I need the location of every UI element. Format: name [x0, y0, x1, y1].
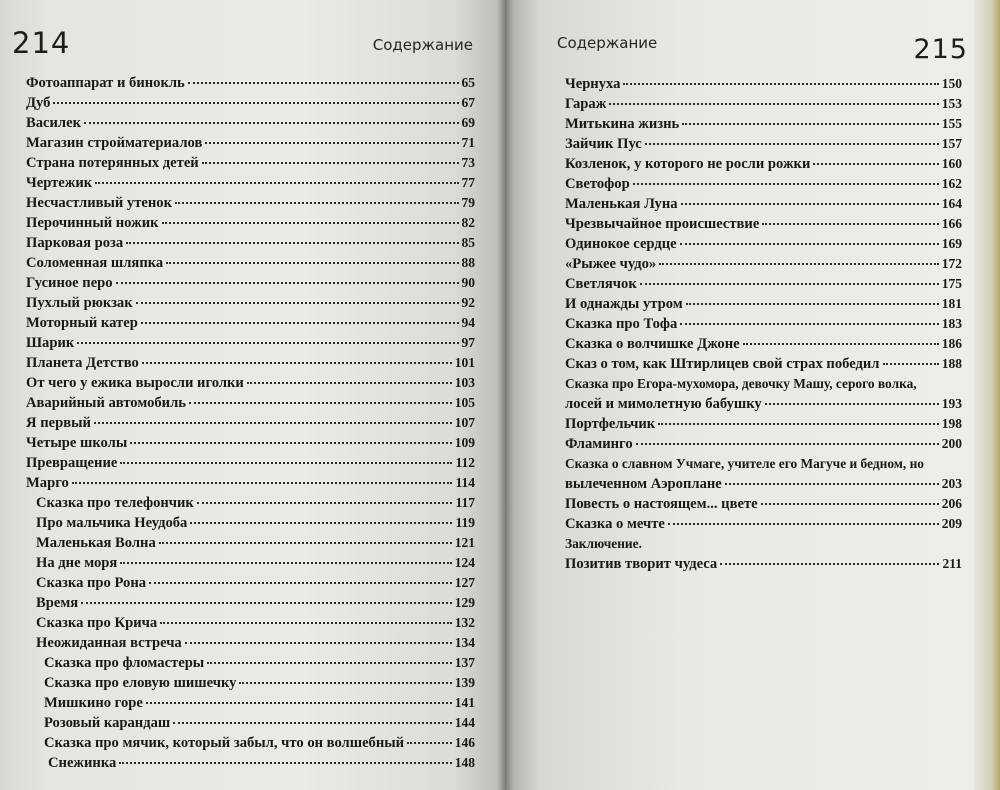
toc-entry-title: Маленькая Волна	[36, 535, 156, 551]
toc-entry	[26, 253, 475, 273]
toc-entry	[26, 393, 475, 413]
toc-entry-title: Неожиданная встреча	[36, 635, 182, 651]
toc-entry-page: 103	[454, 375, 475, 390]
dot-leader	[160, 622, 452, 624]
toc-entry-page: 107	[454, 415, 475, 430]
toc-entry	[565, 194, 962, 214]
toc-entry-page: 69	[461, 115, 475, 130]
toc-entry-page: 188	[941, 356, 962, 371]
toc-entry-page: 109	[454, 435, 475, 450]
dot-leader	[189, 402, 452, 404]
dot-leader	[640, 283, 939, 285]
toc-entry	[26, 313, 475, 333]
toc-entry	[565, 214, 962, 234]
toc-entry-page: 211	[942, 556, 962, 571]
toc-entry-page: 129	[454, 595, 475, 610]
toc-entry-page: 132	[454, 615, 475, 630]
toc-entry-title: Чрезвычайное происшествие	[565, 216, 760, 232]
toc-entry	[26, 553, 475, 573]
toc-entry-page: 121	[454, 535, 475, 550]
dot-leader	[686, 303, 939, 305]
dot-leader	[94, 422, 452, 424]
toc-entry	[26, 673, 475, 693]
toc-entry-page: 92	[461, 295, 475, 310]
page-edge	[974, 0, 1000, 790]
running-head: Содержание	[372, 36, 473, 54]
toc-entry	[26, 113, 475, 133]
toc-entry	[565, 314, 962, 334]
toc-entry	[26, 533, 475, 553]
dot-leader	[120, 462, 452, 464]
toc-entry-page: 67	[461, 95, 475, 110]
toc-entry-page: 97	[461, 335, 475, 350]
toc-entry	[565, 554, 962, 574]
toc-entry-title: Козленок, у которого не росли рожки	[565, 156, 811, 172]
toc-entry-page: 148	[454, 755, 475, 770]
toc-entry-title: Четыре школы	[26, 435, 128, 451]
toc-entry-title: Шарик	[26, 335, 75, 351]
toc-entry-page: 79	[461, 195, 475, 210]
dot-leader	[142, 362, 452, 364]
toc-entry-title: Сказка о славном Учмаге, учителе его Магуче и бедном, но	[565, 456, 924, 471]
toc-entry	[565, 274, 962, 294]
toc-entry-page: 150	[941, 76, 962, 91]
toc-entry-page: 124	[454, 555, 475, 570]
toc-entry	[565, 414, 962, 434]
dot-leader	[668, 523, 939, 525]
dot-leader	[188, 82, 459, 84]
toc-entry	[26, 653, 475, 673]
toc-entry-title: Чернуха	[565, 76, 621, 92]
toc-entry-page: 198	[941, 416, 962, 431]
toc-entry-page: 105	[454, 395, 475, 410]
toc-entry-title: Сказка про мячик, который забыл, что он волшебный	[44, 735, 405, 751]
toc-entry-page: 146	[454, 735, 475, 750]
toc-entry	[26, 173, 475, 193]
toc-entry-title: Магазин стройматериалов	[26, 135, 203, 151]
toc-entry-page: 209	[941, 516, 962, 531]
dot-leader	[765, 403, 939, 405]
dot-leader	[136, 302, 459, 304]
dot-leader	[146, 702, 452, 704]
toc-entry-title: Сказка про Тофа	[565, 316, 678, 332]
dot-leader	[681, 203, 939, 205]
toc-entry	[26, 373, 475, 393]
dot-leader	[84, 122, 459, 124]
dot-leader	[116, 282, 459, 284]
toc-entry-page: 162	[941, 176, 962, 191]
toc-entry-page: 203	[941, 476, 962, 491]
dot-leader	[659, 263, 939, 265]
toc-entry-page: 119	[455, 515, 475, 530]
toc-entry-title: Позитив творит чудеса	[565, 556, 718, 572]
toc-entry-page: 160	[941, 156, 962, 171]
toc-entry-title: Сказка про Егора-мухомора, девочку Машу, серого волка,	[565, 376, 917, 391]
toc-entry	[565, 514, 962, 534]
toc-entry	[565, 134, 962, 154]
dot-leader	[720, 563, 939, 565]
toc-entry-title: Время	[36, 595, 79, 611]
toc-entry	[565, 94, 962, 114]
toc-entry-title: На дне моря	[36, 555, 118, 571]
toc-entry	[26, 193, 475, 213]
toc-entry	[26, 73, 475, 93]
toc-entry-title: Одинокое сердце	[565, 236, 677, 252]
toc-entry-title: Заключение.	[565, 536, 642, 551]
dot-leader	[633, 183, 939, 185]
running-head: Содержание	[557, 34, 658, 52]
toc-entry-title: Чертежик	[26, 175, 93, 191]
toc-entry-page: 206	[941, 496, 962, 511]
toc-entry-page: 164	[941, 196, 962, 211]
toc-entry	[565, 294, 962, 314]
toc-entry	[26, 213, 475, 233]
toc-entry-page: 82	[461, 215, 475, 230]
toc-entry-title: Несчастливый утенок	[26, 195, 172, 211]
toc-entry-page: 172	[941, 256, 962, 271]
page-number: 215	[913, 34, 968, 65]
toc-entry	[26, 153, 475, 173]
toc-entry-title: Портфельчик	[565, 416, 656, 432]
dot-leader	[149, 582, 452, 584]
dot-leader	[813, 163, 938, 165]
dot-leader	[166, 262, 458, 264]
toc-entry	[565, 74, 962, 94]
toc-entry-title: Повесть о настоящем... цвете	[565, 496, 758, 512]
toc-entry-title: Превращение	[26, 455, 118, 471]
toc-entry	[26, 713, 475, 733]
toc-entry-page: 85	[461, 235, 475, 250]
toc-entry-page: 114	[455, 475, 475, 490]
toc-entry-title: Марго	[26, 475, 69, 491]
toc-entry-title: Сказка о мечте	[565, 516, 665, 532]
toc-entry-title: Сказка про телефончик	[36, 495, 194, 511]
toc-entry-page: 141	[454, 695, 475, 710]
toc-entry-title: Перочинный ножик	[26, 215, 159, 231]
toc-entry-page: 144	[454, 715, 475, 730]
toc-entry-page: 134	[454, 635, 475, 650]
dot-leader	[126, 242, 458, 244]
toc-entry	[26, 293, 475, 313]
toc-entry-title: Гараж	[565, 96, 607, 112]
toc-entry-title: Сказка про Рона	[36, 575, 147, 591]
toc-entry-title: Сказка про Крича	[36, 615, 158, 631]
toc-entry	[565, 374, 962, 394]
toc-entry-title: Фламинго	[565, 436, 633, 452]
dot-leader	[761, 503, 939, 505]
dot-leader	[247, 382, 452, 384]
dot-leader	[636, 443, 939, 445]
dot-leader	[680, 243, 939, 245]
toc-entry-title: Я первый	[26, 415, 91, 431]
dot-leader	[623, 83, 938, 85]
dot-leader	[72, 482, 453, 484]
dot-leader	[197, 502, 453, 504]
toc-entry	[26, 93, 475, 113]
toc-entry-page: 101	[454, 355, 475, 370]
dot-leader	[239, 682, 451, 684]
toc-entry-title: Сказка о волчишке Джоне	[565, 336, 740, 352]
toc-entry	[565, 494, 962, 514]
toc-entry-title: Снежинка	[48, 755, 117, 771]
toc-entry	[565, 354, 962, 374]
toc-entry	[26, 573, 475, 593]
toc-entry-page: 139	[454, 675, 475, 690]
toc-entry-title: Гусиное перо	[26, 275, 113, 291]
toc-entry	[26, 633, 475, 653]
toc-entry-title: лосей и мимолетную бабушку	[565, 396, 762, 412]
toc-entry	[26, 273, 475, 293]
right-page	[505, 0, 1000, 790]
dot-leader	[202, 162, 459, 164]
toc-entry-title: Аварийный автомобиль	[26, 395, 186, 411]
toc-entry-title: Дуб	[26, 95, 51, 111]
dot-leader	[120, 562, 451, 564]
toc-entry-title: Митькина жизнь	[565, 116, 680, 132]
dot-leader	[205, 142, 458, 144]
toc-entry	[26, 473, 475, 493]
dot-leader	[658, 423, 939, 425]
toc-entry	[565, 434, 962, 454]
toc-entry-title: вылеченном Аэроплане	[565, 476, 722, 492]
toc-entry	[565, 154, 962, 174]
dot-leader	[141, 322, 459, 324]
dot-leader	[645, 143, 939, 145]
toc-entry-page: 193	[941, 396, 962, 411]
toc-entry	[565, 234, 962, 254]
dot-leader	[762, 223, 938, 225]
toc-entry-title: «Рыжее чудо»	[565, 256, 657, 272]
page-number: 214	[12, 26, 71, 60]
dot-leader	[95, 182, 458, 184]
dot-leader	[162, 222, 459, 224]
toc-entry-page: 155	[941, 116, 962, 131]
toc-entry	[26, 433, 475, 453]
toc-entry-title: Светофор	[565, 176, 630, 192]
dot-leader	[207, 662, 452, 664]
dot-leader	[175, 202, 459, 204]
toc-entry-page: 88	[461, 255, 475, 270]
toc-entry	[26, 233, 475, 253]
toc-entry-page: 200	[941, 436, 962, 451]
toc-entry-page: 117	[455, 495, 475, 510]
toc-entry	[26, 413, 475, 433]
toc-entry-title: И однажды утром	[565, 296, 683, 312]
dot-leader	[173, 722, 452, 724]
toc-entry-page: 137	[454, 655, 475, 670]
dot-leader	[883, 363, 939, 365]
dot-leader	[159, 542, 452, 544]
toc-entry	[26, 513, 475, 533]
book-gutter	[497, 0, 513, 790]
dot-leader	[130, 442, 452, 444]
toc-entry-page: 186	[941, 336, 962, 351]
toc-entry-page: 169	[941, 236, 962, 251]
toc-entry	[26, 493, 475, 513]
toc-entry-title: Пухлый рюкзак	[26, 295, 133, 311]
dot-leader	[609, 103, 938, 105]
toc-entry-page: 112	[455, 455, 475, 470]
toc-entry	[565, 474, 962, 494]
toc-entry-page: 181	[941, 296, 962, 311]
dot-leader	[743, 343, 939, 345]
dot-leader	[725, 483, 939, 485]
toc-entry	[26, 353, 475, 373]
dot-leader	[77, 342, 458, 344]
toc-entry	[26, 733, 475, 753]
toc-entry-page: 90	[461, 275, 475, 290]
dot-leader	[682, 123, 939, 125]
dot-leader	[119, 762, 451, 764]
dot-leader	[81, 602, 452, 604]
toc-entry-title: Мишкино горе	[44, 695, 143, 711]
dot-leader	[190, 522, 452, 524]
toc-entry-title: Сказка про еловую шишечку	[44, 675, 237, 691]
toc-entry-page: 153	[941, 96, 962, 111]
toc-entry-title: Сказка про фломастеры	[44, 655, 205, 671]
dot-leader	[185, 642, 452, 644]
toc-entry-page: 94	[461, 315, 475, 330]
toc-entry-page: 65	[461, 75, 475, 90]
toc-entry-page: 183	[941, 316, 962, 331]
dot-leader	[407, 742, 452, 744]
toc-entry-title: Светлячок	[565, 276, 637, 292]
toc-entry-page: 127	[454, 575, 475, 590]
toc-entry-page: 73	[461, 155, 475, 170]
toc-entry-page: 157	[941, 136, 962, 151]
toc-entry	[26, 333, 475, 353]
toc-entry-title: Про мальчика Неудоба	[36, 515, 188, 531]
toc-entry	[565, 454, 962, 474]
toc-entry	[565, 174, 962, 194]
toc-entry-title: Соломенная шляпка	[26, 255, 164, 271]
toc-entry-page: 71	[461, 135, 475, 150]
toc-entry-title: Парковая роза	[26, 235, 124, 251]
toc-entry-title: От чего у ежика выросли иголки	[26, 375, 244, 391]
toc-entry	[26, 613, 475, 633]
toc-entry	[26, 693, 475, 713]
toc-entry-title: Сказ о том, как Штирлицев свой страх победил	[565, 356, 880, 372]
toc-entry	[26, 753, 475, 773]
toc-entry-title: Зайчик Пус	[565, 136, 642, 152]
toc-entry	[565, 394, 962, 414]
table-of-contents	[565, 74, 962, 574]
toc-entry	[26, 593, 475, 613]
toc-entry	[26, 133, 475, 153]
toc-entry-page: 77	[461, 175, 475, 190]
toc-entry-title: Страна потерянных детей	[26, 155, 199, 171]
dot-leader	[680, 323, 938, 325]
toc-entry-title: Маленькая Луна	[565, 196, 678, 212]
toc-entry	[565, 534, 962, 554]
toc-entry-title: Розовый карандаш	[44, 715, 171, 731]
toc-entry	[565, 254, 962, 274]
toc-entry-title: Фотоаппарат и бинокль	[26, 75, 185, 91]
dot-leader	[53, 102, 458, 104]
toc-entry-title: Планета Детство	[26, 355, 139, 371]
toc-entry-title: Моторный катер	[26, 315, 138, 331]
toc-entry	[26, 453, 475, 473]
toc-entry-page: 166	[941, 216, 962, 231]
toc-entry-page: 175	[941, 276, 962, 291]
toc-entry	[565, 114, 962, 134]
toc-entry	[565, 334, 962, 354]
toc-entry-title: Василек	[26, 115, 81, 131]
table-of-contents	[26, 73, 475, 773]
